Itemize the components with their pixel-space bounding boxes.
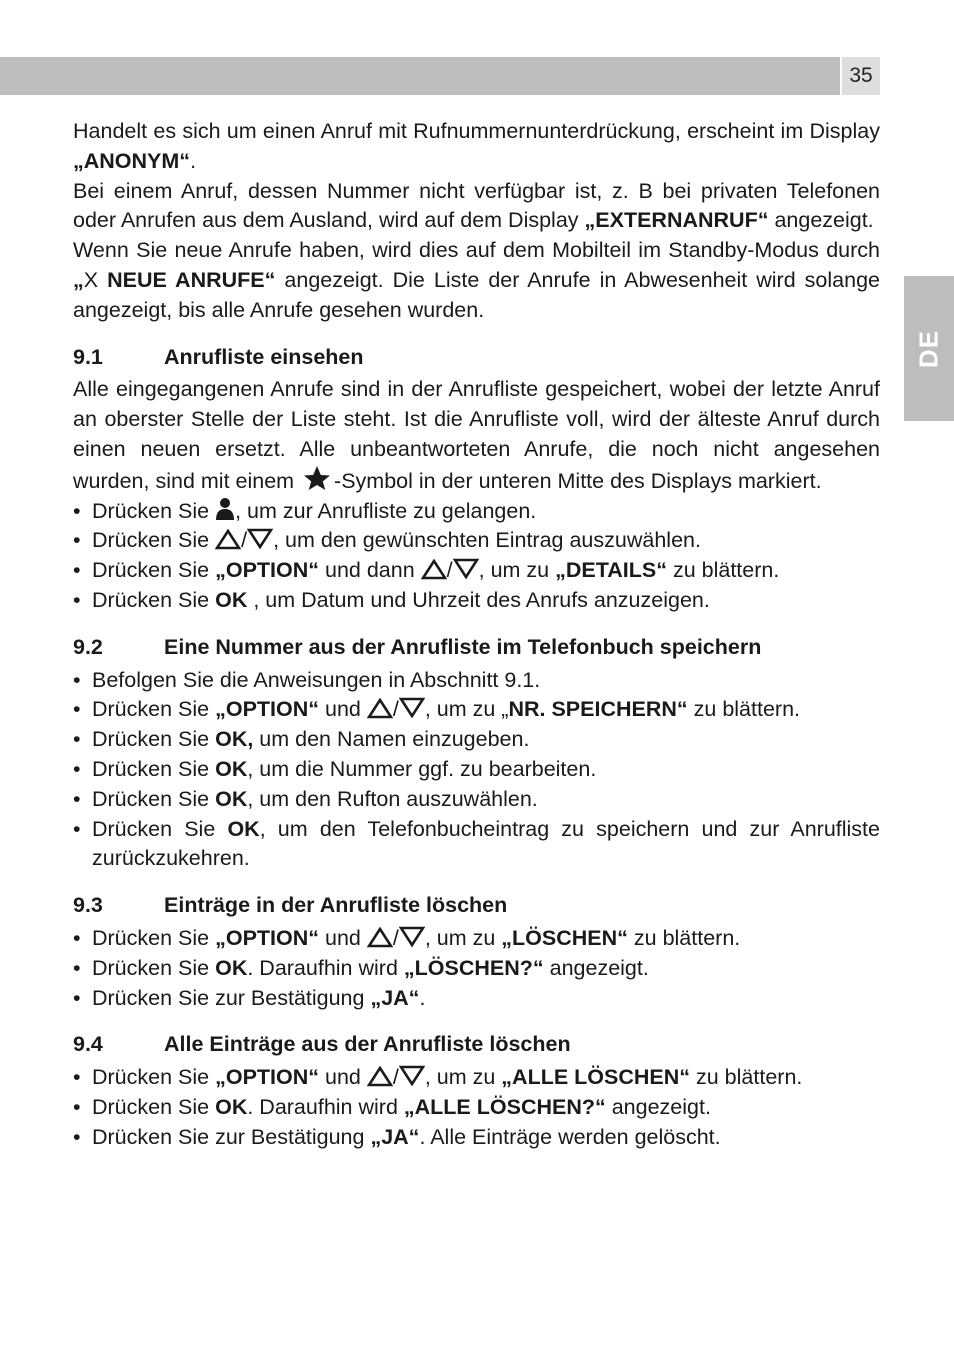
bullet-marker: • [73, 498, 81, 523]
bullet-marker: • [73, 587, 81, 612]
text-run: , um den gewünschten Eintrag auszuwählen. [273, 528, 701, 553]
text-run: , um den Telefonbucheintrag zu speichern und zur Anrufliste zurückzukehren. [92, 816, 880, 871]
text-run: Drücken Sie zur Bestätigung [92, 1124, 371, 1149]
bullet-marker: • [73, 1094, 81, 1119]
section-number: 9.4 [73, 1032, 103, 1057]
section-heading [73, 891, 880, 921]
up-down-keys [421, 558, 479, 582]
text-run: Befolgen Sie die Anweisungen in Abschnitt 9.1. [92, 667, 541, 692]
document-body [73, 117, 880, 1153]
text-run: Drücken Sie [92, 756, 216, 781]
bold-text: „ALLE LÖSCHEN“ [501, 1065, 691, 1090]
bold-text: „ [73, 267, 84, 292]
bold-text: OK [215, 756, 248, 781]
section-title: Anrufliste einsehen [164, 344, 364, 369]
separator-slash: / [392, 1065, 399, 1090]
section-number: 9.3 [73, 893, 103, 918]
text-run: Drücken Sie [92, 786, 216, 811]
bullet-marker: • [73, 1124, 81, 1149]
section-title: Einträge in der Anrufliste löschen [164, 893, 508, 918]
bold-text: „ALLE LÖSCHEN?“ [403, 1094, 606, 1119]
header-bar [0, 57, 840, 95]
down-arrow-icon [247, 528, 273, 550]
list-item [73, 954, 880, 984]
text-run: . Daraufhin wird [247, 955, 404, 980]
text-run: . [190, 148, 197, 173]
list-item [73, 1063, 880, 1093]
text-run: Drücken Sie [92, 955, 216, 980]
instruction-list [73, 924, 880, 1013]
text-run: Handelt es sich um einen Anruf mit Rufnummernunterdrückung, erscheint im Display [73, 119, 880, 143]
section-title: Alle Einträge aus der Anrufliste löschen [164, 1032, 571, 1057]
list-item [73, 815, 880, 875]
list-item [73, 924, 880, 954]
text-run: und [319, 925, 367, 950]
list-item [73, 497, 880, 527]
text-run: Wenn Sie neue Anrufe haben, wird dies auf dem Mobilteil im Standby-Modus durch [73, 238, 880, 263]
bullet-marker: • [73, 528, 81, 553]
text-run: X [83, 267, 108, 292]
section-heading [73, 1030, 880, 1060]
up-down-keys [367, 697, 425, 721]
text-run: Drücken Sie [92, 816, 228, 841]
bold-text: „EXTERNANRUF“ [584, 208, 769, 233]
list-item [73, 755, 880, 785]
bold-text: OK [227, 816, 260, 841]
separator-slash: / [392, 697, 399, 722]
separator-slash: / [392, 925, 399, 950]
bold-text: „JA“ [370, 985, 420, 1010]
language-tab-label: DE [913, 329, 944, 368]
text-run: , um zu „ [424, 697, 509, 722]
language-tab [904, 276, 954, 421]
text-run: angezeigt. [605, 1094, 711, 1119]
instruction-list [73, 1063, 880, 1152]
text-run: , um zu [424, 1065, 502, 1090]
section-heading [73, 633, 880, 663]
bold-text: OK [215, 1094, 248, 1119]
instruction-list [73, 666, 880, 875]
up-down-keys [367, 1065, 425, 1089]
text-run: zu blättern. [666, 558, 780, 583]
up-arrow-icon [367, 697, 393, 719]
person-icon [215, 497, 235, 521]
intro-paragraph [73, 117, 880, 177]
section-number: 9.1 [73, 344, 103, 369]
text-run: , um Datum und Uhrzeit des Anrufs anzuzeigen. [247, 587, 710, 612]
list-item [73, 1093, 880, 1123]
bullet-marker: • [73, 756, 81, 781]
text-run: um den Namen einzugeben. [253, 727, 530, 752]
list-item [73, 725, 880, 755]
list-item [73, 695, 880, 725]
bold-text: „ANONYM“ [73, 148, 191, 173]
text-run: Drücken Sie [92, 925, 216, 950]
bold-text: „DETAILS“ [555, 558, 667, 583]
bullet-marker: • [73, 697, 81, 722]
list-item [73, 666, 880, 696]
text-run: und [319, 1065, 367, 1090]
bullet-marker: • [73, 925, 81, 950]
up-arrow-icon [367, 926, 393, 948]
text-run: . Alle Einträge werden gelöscht. [419, 1124, 721, 1149]
bullet-marker: • [73, 727, 81, 752]
bold-text: OK [215, 786, 248, 811]
text-run: Alle eingegangenen Anrufe sind in der Anrufliste gespeichert, wobei der letzte Anruf an oberster Stelle der Liste steht. Ist die Anrufliste voll, wird der älteste Anruf durch einen neuen ersetzt. Alle unbeantworteten Anrufe, die noch nicht angesehen wurden, sind mit einem [73, 377, 880, 493]
bold-text: NR. SPEICHERN“ [508, 697, 688, 722]
text-run: , um zu [424, 925, 502, 950]
text-run: Drücken Sie [92, 528, 216, 553]
star-icon [300, 465, 334, 491]
bullet-marker: • [73, 955, 81, 980]
bold-text: „LÖSCHEN?“ [403, 955, 544, 980]
down-arrow-icon [399, 1065, 425, 1087]
text-run: , um zur Anrufliste zu gelangen. [235, 498, 537, 523]
text-run: angezeigt. [768, 208, 874, 233]
instruction-list [73, 497, 880, 616]
list-item [73, 526, 880, 556]
text-run: Drücken Sie [92, 727, 216, 752]
list-item [73, 586, 880, 616]
text-run: zu blättern. [687, 697, 801, 722]
up-down-keys [367, 926, 425, 950]
separator-slash: / [241, 528, 248, 553]
up-arrow-icon [421, 558, 447, 580]
bullet-marker: • [73, 786, 81, 811]
text-run: Drücken Sie [92, 558, 216, 583]
text-run: Drücken Sie [92, 1065, 216, 1090]
bullet-marker: • [73, 667, 81, 692]
page-number: 35 [842, 57, 880, 95]
bullet-marker: • [73, 558, 81, 583]
bullet-marker: • [73, 1065, 81, 1090]
down-arrow-icon [453, 558, 479, 580]
list-item [73, 984, 880, 1014]
list-item [73, 785, 880, 815]
text-run: zu blättern. [690, 1065, 803, 1090]
up-down-keys [215, 528, 273, 552]
text-run: . [419, 985, 426, 1010]
text-run: Drücken Sie [92, 498, 216, 523]
text-run: , um den Rufton auszuwählen. [247, 786, 538, 811]
section-number: 9.2 [73, 634, 103, 659]
bullet-marker: • [73, 985, 81, 1010]
text-run: Bei einem Anruf, dessen Nummer nicht verfügbar ist, z. B bei privaten Telefonen oder Anrufen aus dem Ausland, wird auf dem Display [73, 178, 880, 233]
text-run: , um zu [478, 558, 556, 583]
down-arrow-icon [399, 697, 425, 719]
text-run: und dann [319, 558, 421, 583]
bold-text: „OPTION“ [215, 1065, 320, 1090]
separator-slash: / [446, 558, 453, 583]
text-run: Drücken Sie [92, 1094, 216, 1119]
section-title: Eine Nummer aus der Anrufliste im Telefonbuch speichern [164, 634, 762, 659]
bold-text: OK [215, 955, 248, 980]
text-run: . Daraufhin wird [247, 1094, 404, 1119]
text-run: Drücken Sie [92, 587, 216, 612]
bold-text: „LÖSCHEN“ [501, 925, 628, 950]
section-paragraph [73, 375, 880, 496]
intro-paragraph [73, 236, 880, 325]
text-run: angezeigt. [543, 955, 649, 980]
text-run: Drücken Sie zur Bestätigung [92, 985, 371, 1010]
intro-paragraph [73, 177, 880, 237]
up-arrow-icon [367, 1065, 393, 1087]
bullet-marker: • [73, 816, 81, 841]
bold-text: „OPTION“ [215, 558, 320, 583]
text-run: , um die Nummer ggf. zu bearbeiten. [247, 756, 597, 781]
text-run: und [319, 697, 367, 722]
bold-text: OK, [215, 727, 254, 752]
down-arrow-icon [399, 926, 425, 948]
section-heading [73, 343, 880, 373]
bold-text: „OPTION“ [215, 697, 320, 722]
text-run: zu blättern. [627, 925, 741, 950]
bold-text: OK [215, 587, 248, 612]
up-arrow-icon [215, 528, 241, 550]
bold-text: „JA“ [370, 1124, 420, 1149]
list-item [73, 1123, 880, 1153]
bold-text: „OPTION“ [215, 925, 320, 950]
text-run: angezeigt. Die Liste der Anrufe in Abwesenheit wird solange angezeigt, bis alle Anrufe gesehen wurden. [73, 267, 880, 322]
list-item [73, 556, 880, 586]
text-run: -Symbol in der unteren Mitte des Displays markiert. [334, 468, 822, 493]
text-run: Drücken Sie [92, 697, 216, 722]
bold-text: NEUE ANRUFE“ [107, 267, 276, 292]
